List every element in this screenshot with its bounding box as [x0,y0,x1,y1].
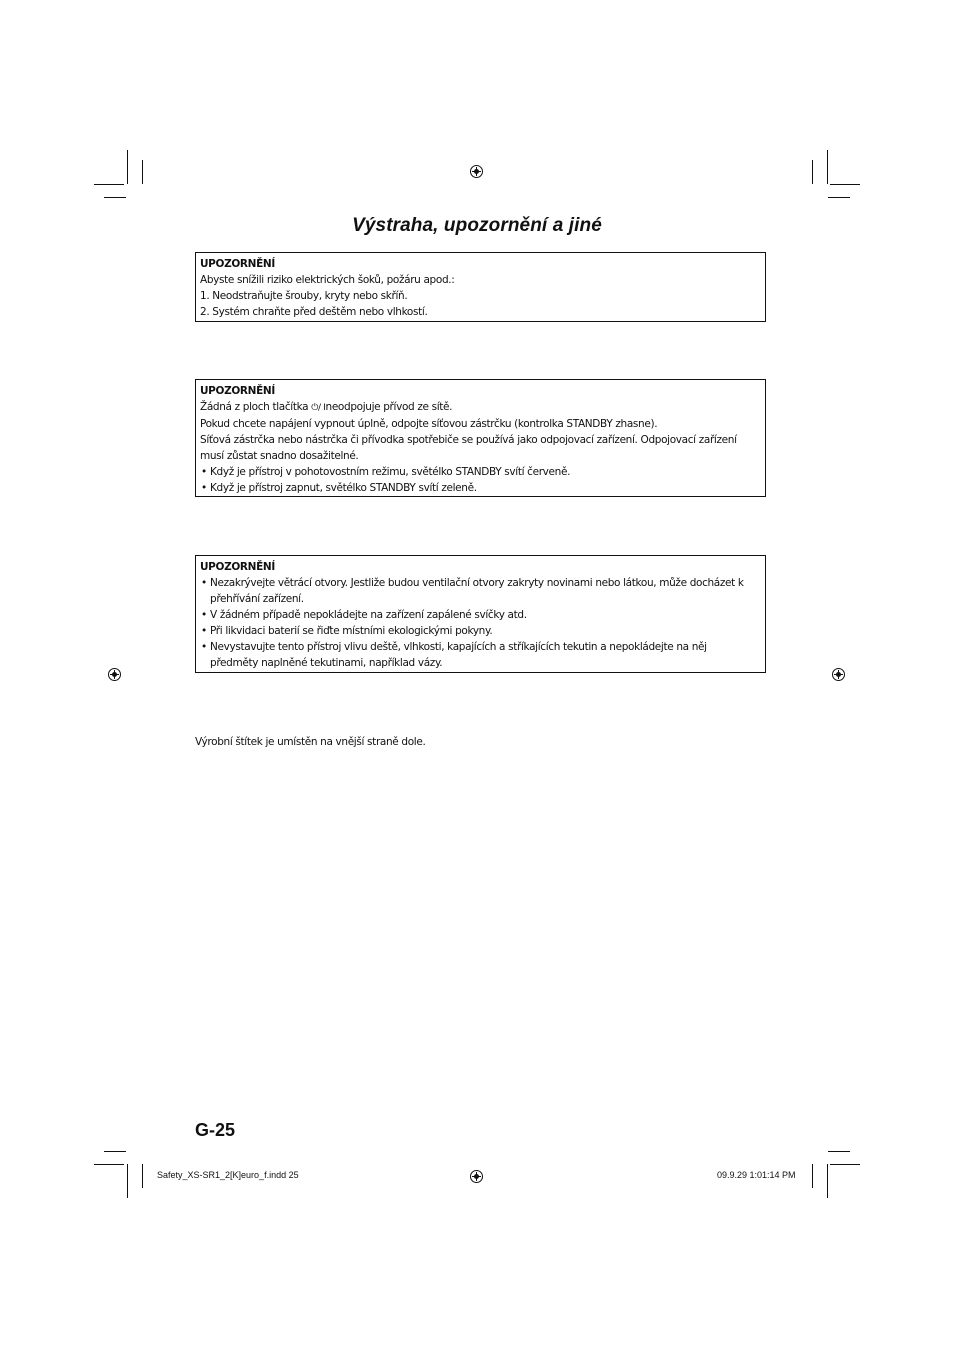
nameplate-note: Výrobní štítek je umístěn na vnější straně dole. [195,736,426,748]
caution-line-text: neodpojuje přívod ze sítě. [325,401,453,413]
caution-bullet: • Když je přístroj zapnut, světélko STANDBY svítí zeleně. [200,480,757,496]
crop-mark [127,1164,128,1198]
caution-heading: UPOZORNĚNÍ [200,258,275,270]
crop-mark [142,160,143,184]
caution-box-ventilation [195,555,766,673]
power-standby-icon: ⏻/ I [311,403,326,413]
registration-mark-icon [470,165,483,178]
caution-line: Síťová zástrčka nebo nástrčka či přívodka spotřebiče se používá jako odpojovací zařízení. Odpojovací zařízení musí zůstat snadno dosažitelné. [200,434,737,462]
caution-line-text: Žádná z ploch tlačítka [200,401,312,413]
crop-mark [830,184,860,185]
caution-bullet: • V žádném případě nepokládejte na zařízení zapálené svíčky atd. [200,607,757,623]
footer-filename: Safety_XS-SR1_2[K]euro_f.indd 25 [157,1170,299,1180]
caution-box-shock [195,252,766,322]
footer-timestamp: 09.9.29 1:01:14 PM [717,1170,796,1180]
crop-mark [104,197,126,198]
registration-mark-icon [108,668,121,681]
crop-mark [827,150,828,184]
caution-heading: UPOZORNĚNÍ [200,561,275,573]
caution-line [200,399,757,416]
page-number: G-25 [195,1120,236,1140]
caution-bullet: • Nevystavujte tento přístroj vlivu deště, vlhkosti, kapajících a stříkajících tekutin a nepokládejte na něj předměty naplněné tekutinami, například vázy. [200,639,757,671]
crop-mark [104,1151,126,1152]
crop-mark [828,1151,850,1152]
caution-line: Pokud chcete napájení vypnout úplně, odpojte síťovou zástrčku (kontrolka STANDBY zhasne). [200,418,658,430]
caution-item: 2. Systém chraňte před deštěm nebo vlhkostí. [200,306,428,318]
caution-bullet: • Při likvidaci baterií se řiďte místními ekologickými pokyny. [200,623,757,639]
registration-mark-icon [832,668,845,681]
crop-mark [812,160,813,184]
caution-heading: UPOZORNĚNÍ [200,385,275,397]
caution-item: 1. Neodstraňujte šrouby, kryty nebo skříň. [200,290,408,302]
caution-bullet: • Nezakrývejte větrácí otvory. Jestliže budou ventilační otvory zakryty novinami nebo látkou, může docházet k přehřívání zařízení. [200,575,757,607]
caution-bullet: • Když je přístroj v pohotovostním režimu, světélko STANDBY svítí červeně. [200,464,757,480]
crop-mark [94,1164,124,1165]
caution-intro: Abyste snížili riziko elektrických šoků, požáru apod.: [200,274,455,286]
crop-mark [142,1164,143,1188]
registration-mark-icon [470,1170,483,1183]
crop-mark [94,184,124,185]
crop-mark [827,1164,828,1198]
crop-mark [127,150,128,184]
caution-box-power [195,379,766,497]
crop-mark [830,1164,860,1165]
crop-mark [812,1164,813,1188]
crop-mark [828,197,850,198]
page-title: Výstraha, upozornění a jiné [352,215,602,236]
